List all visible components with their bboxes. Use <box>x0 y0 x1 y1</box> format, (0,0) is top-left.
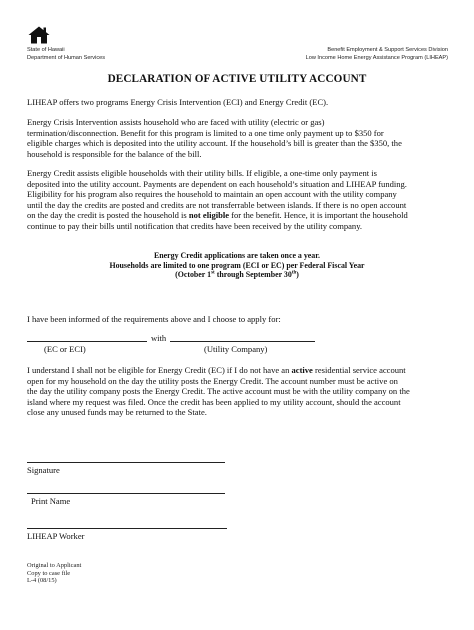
paragraph-intro: LIHEAP offers two programs Energy Crisis Intervention (ECI) and Energy Credit (EC). <box>27 97 329 107</box>
notice-line-3 <box>0 270 474 280</box>
notice-line-1: Energy Credit applications are taken once a year. <box>154 251 320 260</box>
footer-line-2: Copy to case file <box>27 569 71 577</box>
paragraph-line: open for my household on the day the utility posts the Energy Credit. The account number must be active on <box>27 375 398 386</box>
footer-line-1: Original to Applicant <box>27 562 82 569</box>
house-icon <box>28 26 50 44</box>
paragraph-line <box>27 210 451 221</box>
footer-notes <box>27 562 81 585</box>
not-eligible-emphasis: not eligible <box>188 210 230 220</box>
informed-statement: I have been informed of the requirements above and I choose to apply for: <box>27 314 281 324</box>
signature-line[interactable] <box>27 462 225 463</box>
print-name-line[interactable] <box>27 493 225 494</box>
division-line-1: Benefit Employment & Support Services Division <box>327 47 448 53</box>
text-run: on the day the credit is posted the household is <box>27 210 189 220</box>
paragraph-line: termination/disconnection. Benefit for this program is limited to a one time only payment up to $350 for <box>27 127 384 138</box>
text-run: for the benefit. Hence, it is important the household <box>229 210 408 220</box>
org-line-1: State of Hawaii <box>27 47 65 53</box>
paragraph-eci <box>27 117 451 159</box>
page-title: DECLARATION OF ACTIVE UTILITY ACCOUNT <box>107 73 367 85</box>
form-number: L-4 (08/15) <box>27 577 57 585</box>
liheap-worker-label: LIHEAP Worker <box>27 531 85 541</box>
notice-line-2: Households are limited to one program (ECI or EC) per Federal Fiscal Year <box>109 260 365 270</box>
active-emphasis: active <box>291 365 313 375</box>
superscript: th <box>291 270 297 276</box>
paragraph-ec <box>27 168 451 231</box>
superscript: st <box>211 270 215 276</box>
print-name-label: Print Name <box>31 496 71 506</box>
paragraph-line: continue to pay their bills until notification that credits have been received by the utility company. <box>27 220 363 231</box>
paragraph-line: eligible charges which is deposited into the utility account. If the household’s bill is greater than the $350, the <box>27 138 402 148</box>
paragraph-line: household is responsible for the balance of the bill. <box>27 148 202 159</box>
utility-company-field[interactable] <box>170 341 315 342</box>
liheap-worker-line[interactable] <box>27 528 227 529</box>
paragraph-line: Energy Credit assists eligible households with their utility bills. If eligible, a one-time only payment is <box>27 168 377 178</box>
paragraph-understanding <box>27 365 451 418</box>
signature-label: Signature <box>27 465 60 475</box>
text-run: through September 30 <box>214 270 292 280</box>
org-line-2: Department of Human Services <box>27 55 106 61</box>
paragraph-line: until the day the credits are posted and credits are not transferrable between islands. If there is no open account <box>27 199 407 210</box>
notice-block <box>0 251 474 280</box>
program-choice-field[interactable] <box>27 341 147 342</box>
paragraph-line: deposited into the utility account. Payments are dependent on each household’s situation and LIHEAP funding. <box>27 178 407 189</box>
eci-or-ec-label: (EC or ECI) <box>44 344 86 354</box>
with-label: with <box>151 333 167 343</box>
text-run: I understand I shall not be eligible for Energy Credit (EC) if I do not have an <box>27 365 292 375</box>
paragraph-line: island where my request was filed. Once the credit has been applied to my utility account, should the account <box>27 396 401 407</box>
division-line-2: Low Income Home Energy Assistance Program (LIHEAP) <box>305 55 448 61</box>
text-run: ) <box>296 270 299 280</box>
paragraph-line: Eligibility for his program also requires the household to maintain an open account with the utility company <box>27 189 397 199</box>
paragraph-line: Energy Crisis Intervention assists household who are faced with utility (electric or gas) <box>27 117 325 127</box>
utility-company-label: (Utility Company) <box>204 344 268 354</box>
paragraph-line <box>27 365 451 376</box>
text-run: residential service account <box>312 365 406 375</box>
paragraph-line: the day the utility company posts the Energy Credit. The active account must be with the utility company on the <box>27 386 410 396</box>
header-division <box>240 46 448 62</box>
header-org <box>27 46 105 62</box>
text-run: (October 1 <box>175 270 212 280</box>
paragraph-line: close any unused funds may be returned to the State. <box>27 407 207 417</box>
